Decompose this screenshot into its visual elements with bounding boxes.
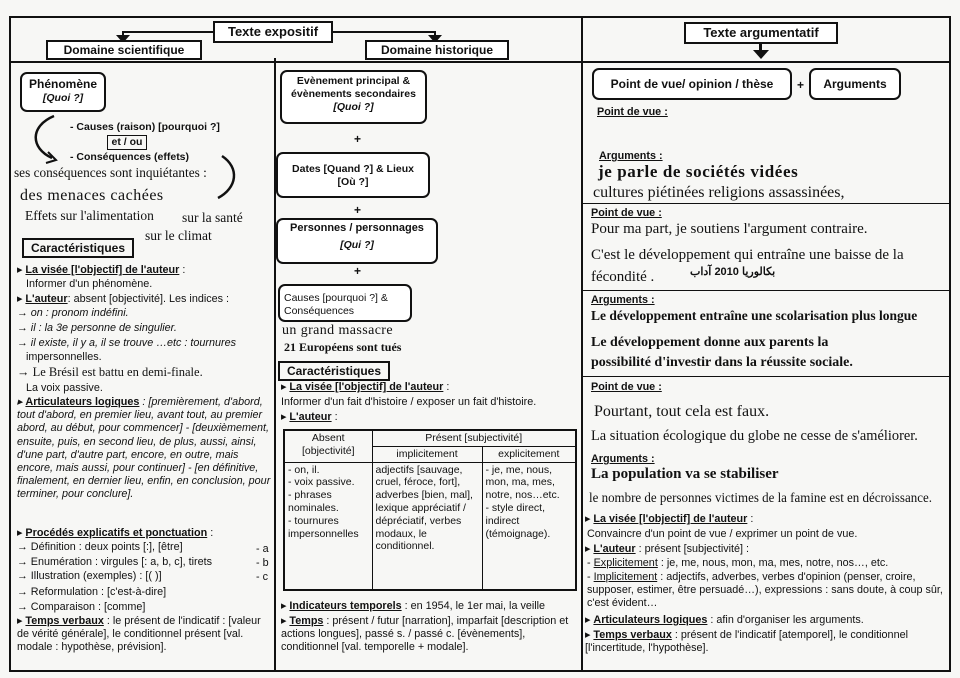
indice-il: → il : la 3e personne de singulier. — [17, 322, 177, 334]
texte-argumentatif-title: Texte argumentatif — [684, 22, 838, 44]
indice-on: → on : pronom indéfini. — [17, 307, 129, 319]
temps-text: : présent de l'indicatif [atemporel], le conditionnel [l'incertitude, l'hypothèse]. — [585, 629, 908, 655]
handwritten-line: des menaces cachées — [20, 187, 164, 204]
implicitement-cell: adjectifs [sauvage, cruel, féroce, fort], adverbes [bien, mal], lexique appréciatif / dépréciatif, verbes modaux, le conditionnel. — [372, 462, 482, 590]
handwritten-line: sur la santé — [182, 210, 243, 225]
indice-impersonnel: → il existe, il y a, il se trouve …etc : tournures — [17, 337, 237, 349]
quoi-label: [Quoi ?] — [42, 91, 84, 104]
handwritten-line: Le développement donne aux parents la — [591, 335, 829, 350]
arguments-label: Arguments : — [591, 294, 655, 306]
visee-label: La visée [l'objectif] de l'auteur — [593, 513, 748, 525]
separator — [583, 290, 949, 291]
point-de-vue-box: Point de vue/ opinion / thèse — [592, 68, 792, 100]
indicateurs-label: Indicateurs temporels — [289, 600, 402, 612]
dates-box — [276, 152, 430, 198]
handwritten-line: Le développement entraîne une scolarisation plus longue — [591, 308, 918, 323]
handwritten-line: je parle de sociétés vidées — [598, 162, 799, 181]
implicitement-line: - Implicitement : adjectifs, adverbes, verbes d'opinion (penser, croire, supposer, estimer, être persuadé…), expressions : sans doute, à coup sûr, c'est évident… — [587, 571, 943, 610]
header-bracket — [122, 31, 214, 33]
auteur-table — [283, 429, 577, 591]
handwritten-line: Pourtant, tout cela est faux. — [594, 403, 770, 420]
visee-label: La visée [l'objectif] de l'auteur — [25, 264, 180, 276]
separator — [583, 203, 949, 204]
caracteristiques-box: Caractéristiques — [22, 238, 134, 258]
temps-label: Temps — [289, 615, 324, 627]
personnes-box — [276, 218, 438, 264]
indice-impersonnel-2: impersonnelles. — [26, 351, 102, 363]
auteur-line: ▸ L'auteur : présent [subjectivité] : — [585, 543, 750, 555]
illustration-line: → Illustration (exemples) : [( )] — [17, 570, 162, 582]
auteur-line: ▸ L'auteur: absent [objectivité]. Les indices : — [17, 293, 230, 305]
explicitement-header: explicitement — [482, 446, 576, 462]
column-divider-1 — [274, 58, 276, 670]
plus-sign: + — [354, 203, 362, 217]
auteur-label: L'auteur — [593, 543, 636, 555]
pdv-label: Point de vue : — [591, 207, 662, 219]
temps-block: ▸ Temps : présent / futur [narration], imparfait [description et actions longues], passé s. / passé c. [évènements], conditionnel [val. temporelle + modale]. — [281, 615, 569, 654]
causes-box — [278, 284, 412, 322]
handwritten-line: 21 Européens sont tués — [284, 340, 402, 354]
tiret-c: - c — [256, 571, 268, 583]
articulateurs-label: Articulateurs logiques — [25, 396, 140, 408]
temps-verbaux-block: ▸ Temps verbaux : le présent de l'indicatif : [valeur de vérité générale], le conditionnel présent [val. modale : hypothèse, prévision]. — [17, 615, 261, 654]
handwritten-line: La situation écologique du globe ne cesse de s'améliorer. — [591, 428, 918, 444]
et-ou-box: et / ou — [107, 135, 147, 150]
visee-text: Informer d'un phénomène. — [26, 278, 153, 290]
caracteristiques-box: Caractéristiques — [278, 361, 390, 381]
arguments-box: Arguments — [809, 68, 901, 100]
causes-label: - Causes (raison) [pourquoi ?] — [70, 121, 220, 133]
temps-text: : présent / futur [narration], imparfait [description et actions longues], passé s. / passé c. [évènements], conditionnel [val. temporelle + modale]. — [281, 615, 569, 654]
handwritten-line: possibilité d'investir dans la réussite sociale. — [591, 355, 853, 370]
articulateurs-label: Articulateurs logiques — [593, 614, 708, 626]
handwritten-line: Pour ma part, je soutiens l'argument contraire. — [591, 221, 868, 237]
handwritten-line: La population va se stabiliser — [591, 466, 779, 482]
plus-sign: + — [797, 78, 805, 92]
header-bracket — [332, 31, 436, 33]
handwritten-line: le nombre de personnes victimes de la famine est en décroissance. — [589, 490, 932, 505]
indicateurs-line: ▸ Indicateurs temporels : en 1954, le 1er mai, la veille — [281, 600, 546, 612]
visee-text: Convaincre d'un point de vue / exprimer un point de vue. — [587, 528, 858, 540]
voix-passive: La voix passive. — [26, 382, 103, 394]
procedes-label: Procédés explicatifs et ponctuation — [25, 527, 208, 539]
explicitement-line: - Explicitement : je, me, nous, mon, ma, mes, notre, nos…, etc. — [587, 557, 889, 569]
domaine-scientifique-title: Domaine scientifique — [46, 40, 202, 60]
plus-sign: + — [354, 132, 362, 146]
tiret-a: - a — [256, 543, 269, 555]
handwritten-line: → Le Brésil est battu en demi-finale. — [17, 365, 203, 379]
indicateurs-text: : en 1954, le 1er mai, la veille — [404, 600, 546, 612]
phenomene-box — [20, 72, 106, 112]
handwritten-line: fécondité . — [591, 269, 655, 285]
definition-line: → Définition : deux points [:], [être] — [17, 541, 183, 553]
plus-sign: + — [354, 264, 362, 278]
texte-expositif-title: Texte expositif — [213, 21, 333, 43]
visee-line: ▸ La visée [l'objectif] de l'auteur : — [17, 264, 186, 276]
column-divider-2 — [581, 16, 583, 672]
handwritten-line: cultures piétinées religions assassinées, — [593, 184, 845, 201]
handwritten-line: sur le climat — [145, 228, 212, 243]
articulateurs-text: : [premièrement, d'abord, tout d'abord, en premier lieu, avant tout, au premier abord, au début, pour commencer] - [deuxièmement, ensuite, puis, en second lieu, de plus, aussi, ainsi, d'une part, d'autre part, encore, en outre, mais encore, mais aussi, pour continuer] - [en définitive, finalement, en dernier lieu, enfin, en conclusion, pour terminer, pour conclure]. — [17, 396, 271, 501]
tiret-b: - b — [256, 557, 269, 569]
personnes-label: Personnes / personnages — [290, 222, 424, 234]
domaine-historique-title: Domaine historique — [365, 40, 509, 60]
header-separator — [11, 61, 949, 63]
arabic-annotation: بكالوريا 2010 آداب — [690, 266, 776, 278]
implicitement-text: : adjectifs, adverbes, verbes d'opinion (penser, croire, supposer, estimer, être persuadé…), expressions : sans doute, à coup sûr, c'est évident… — [587, 571, 943, 610]
temps-text: : le présent de l'indicatif : [valeur de vérité générale], le conditionnel présent [val. modale : hypothèse, prévision]. — [17, 615, 261, 654]
explicitement-text: : je, me, nous, mon, ma, mes, notre, nos…, etc. — [660, 557, 889, 569]
articulateurs-text: : afin d'organiser les arguments. — [710, 614, 864, 626]
evenement-label: Evènement principal & évènements secondaires — [291, 75, 416, 100]
handwritten-line: C'est le développement qui entraîne une baisse de la — [591, 247, 904, 263]
handwritten-line: ses conséquences sont inquiétantes : — [14, 166, 207, 181]
auteur-text: : absent [objectivité]. Les indices : — [67, 293, 230, 305]
pdv-label: Point de vue : — [597, 106, 668, 118]
auteur-line: ▸ L'auteur : — [281, 411, 338, 423]
qui-label: [Qui ?] — [340, 239, 374, 252]
handwritten-line: un grand massacre — [282, 323, 393, 338]
procedes-line: ▸ Procédés explicatifs et ponctuation : — [17, 527, 214, 539]
articulateurs-block: ▸ Articulateurs logiques : [premièrement, d'abord, tout d'abord, en premier lieu, avant tout, au premier abord, au début, pour commencer] - [deuxièmement, ensuite, puis, en second lieu, de plus, aussi, ainsi, d'une part, d'autre part, encore, en outre, mais encore, mais aussi, pour continuer] - [en définitive, finalement, en dernier lieu, enfin, en conclusion, pour terminer, pour conclure]. — [17, 396, 271, 501]
explicitement-label: Explicitement — [593, 557, 658, 569]
evenement-box — [280, 70, 427, 124]
separator — [583, 376, 949, 377]
articulateurs-line: ▸ Articulateurs logiques : afin d'organiser les arguments. — [585, 614, 864, 626]
auteur-text: : présent [subjectivité] : — [638, 543, 750, 555]
reformulation-line: → Reformulation : [c'est-à-dire] — [17, 586, 167, 598]
phenomene-label: Phénomène — [28, 77, 97, 91]
dates-label: Dates [Quand ?] & Lieux [Où ?] — [292, 163, 414, 188]
present-header: Présent [subjectivité] — [372, 430, 576, 446]
pdv-label: Point de vue : — [591, 381, 662, 393]
visee-line: ▸ La visée [l'objectif] de l'auteur : — [585, 513, 754, 525]
comparaison-line: → Comparaison : [comme] — [17, 601, 146, 613]
explicitement-cell: - je, me, nous, mon, ma, mes, notre, nos…etc. - style direct, indirect (témoignage). — [482, 462, 576, 590]
visee-text: Informer d'un fait d'histoire / exposer un fait d'histoire. — [281, 396, 537, 408]
arrow-down-icon — [753, 50, 769, 59]
implicitement-label: Implicitement — [593, 571, 658, 583]
temps-label: Temps verbaux — [25, 615, 104, 627]
absent-header: Absent [objectivité] — [284, 430, 372, 462]
enumeration-line: → Enumération : virgules [: a, b, c], tirets — [17, 556, 213, 568]
temps-block: ▸ Temps verbaux : présent de l'indicatif [atemporel], le conditionnel [l'incertitude, l'hypothèse]. — [585, 629, 908, 655]
implicitement-header: implicitement — [372, 446, 482, 462]
visee-line: ▸ La visée [l'objectif] de l'auteur : — [281, 381, 450, 393]
arguments-label: Arguments : — [599, 150, 663, 162]
causes-label: Causes [pourquoi ?] & Conséquences — [284, 292, 388, 317]
quoi-label: [Quoi ?] — [333, 100, 374, 113]
temps-label: Temps verbaux — [593, 629, 672, 641]
auteur-label: L'auteur — [25, 293, 68, 305]
visee-label: La visée [l'objectif] de l'auteur — [289, 381, 444, 393]
auteur-label: L'auteur — [289, 411, 332, 423]
consequences-label: - Conséquences (effets) — [70, 151, 190, 163]
arguments-label: Arguments : — [591, 453, 655, 465]
absent-cell: - on, il. - voix passive. - phrases nominales. - tournures impersonnelles — [284, 462, 372, 590]
handwritten-line: Effets sur l'alimentation — [25, 208, 154, 223]
